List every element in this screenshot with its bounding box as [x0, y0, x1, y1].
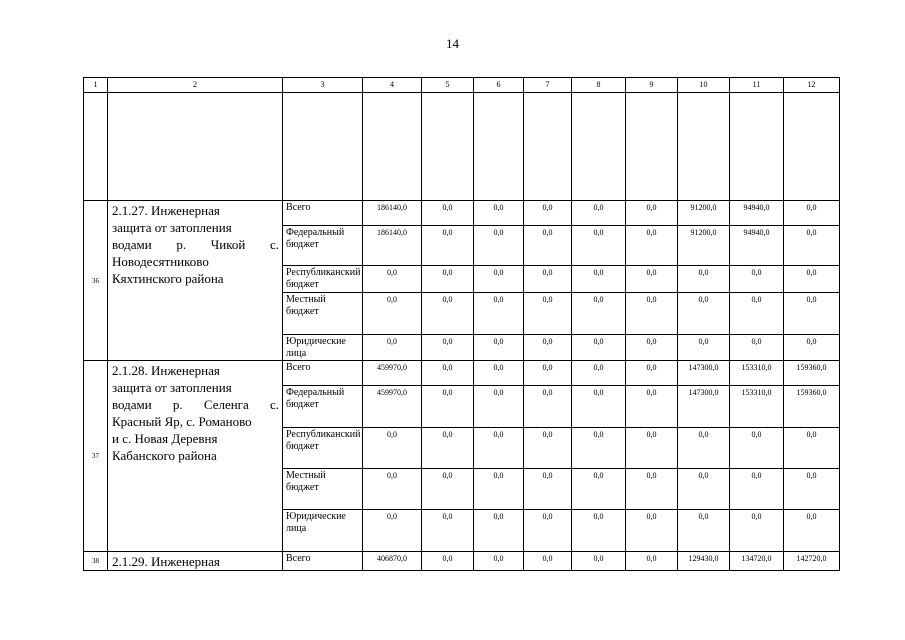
header-cell: 1 [84, 78, 108, 93]
value-cell: 0,0 [730, 469, 784, 510]
row-number: 38 [84, 552, 108, 571]
value-cell: 0,0 [626, 386, 678, 428]
value-cell: 0,0 [422, 428, 474, 469]
value-cell: 0,0 [572, 428, 626, 469]
row-number: 37 [84, 361, 108, 552]
header-cell: 12 [784, 78, 840, 93]
value-cell: 0,0 [363, 469, 422, 510]
value-cell: 0,0 [678, 335, 730, 361]
value-cell: 0,0 [572, 201, 626, 226]
value-cell: 0,0 [730, 293, 784, 335]
funding-source: Республиканский бюджет [283, 266, 363, 293]
value-cell: 0,0 [524, 386, 572, 428]
value-cell: 0,0 [524, 510, 572, 552]
funding-source: Республиканский бюджет [283, 428, 363, 469]
funding-source: Всего [283, 552, 363, 571]
project-title-line: Кабанского района [112, 448, 217, 463]
value-cell: 0,0 [422, 386, 474, 428]
value-cell: 0,0 [678, 469, 730, 510]
value-cell: 0,0 [474, 552, 524, 571]
table-row [84, 552, 840, 571]
row-number: 36 [84, 201, 108, 361]
value-cell: 0,0 [524, 293, 572, 335]
project-title-line: защита от затопления [112, 380, 232, 395]
value-cell: 0,0 [524, 552, 572, 571]
value-cell: 0,0 [784, 510, 840, 552]
header-cell: 7 [524, 78, 572, 93]
value-cell: 0,0 [422, 469, 474, 510]
value-cell: 0,0 [572, 226, 626, 266]
value-cell: 0,0 [422, 510, 474, 552]
value-cell: 0,0 [626, 293, 678, 335]
header-cell: 5 [422, 78, 474, 93]
value-cell: 0,0 [678, 293, 730, 335]
value-cell: 0,0 [474, 201, 524, 226]
value-cell: 0,0 [572, 552, 626, 571]
value-cell: 0,0 [572, 335, 626, 361]
value-cell: 406870,0 [363, 552, 422, 571]
value-cell: 0,0 [524, 226, 572, 266]
value-cell: 0,0 [474, 293, 524, 335]
header-cell: 2 [108, 78, 283, 93]
value-cell: 0,0 [422, 552, 474, 571]
value-cell: 0,0 [474, 335, 524, 361]
value-cell: 0,0 [422, 361, 474, 386]
value-cell: 0,0 [572, 361, 626, 386]
value-cell: 0,0 [422, 266, 474, 293]
value-cell: 0,0 [474, 428, 524, 469]
funding-source: Юридические лица [283, 335, 363, 361]
value-cell: 0,0 [524, 335, 572, 361]
value-cell: 0,0 [363, 428, 422, 469]
value-cell: 91200,0 [678, 201, 730, 226]
project-title-line: и с. Новая Деревня [112, 431, 218, 446]
funding-source: Местный бюджет [283, 293, 363, 335]
header-cell: 9 [626, 78, 678, 93]
value-cell: 0,0 [524, 201, 572, 226]
value-cell: 0,0 [572, 386, 626, 428]
project-title-line: защита от затопления [112, 220, 232, 235]
value-cell: 0,0 [363, 293, 422, 335]
value-cell: 0,0 [784, 469, 840, 510]
funding-source: Всего [283, 201, 363, 226]
value-cell: 0,0 [422, 226, 474, 266]
value-cell: 186140,0 [363, 201, 422, 226]
budget-table [83, 77, 840, 571]
project-title-line: Красный Яр, с. Романово [112, 414, 252, 429]
project-title-line: Кяхтинского района [112, 271, 224, 286]
value-cell: 91200,0 [678, 226, 730, 266]
project-title-line: Новодесятниково [112, 254, 209, 269]
header-row [84, 78, 840, 93]
value-cell: 0,0 [422, 293, 474, 335]
funding-source: Всего [283, 361, 363, 386]
value-cell: 0,0 [678, 266, 730, 293]
header-cell: 11 [730, 78, 784, 93]
value-cell: 0,0 [626, 361, 678, 386]
value-cell: 153310,0 [730, 361, 784, 386]
value-cell: 0,0 [474, 266, 524, 293]
project-title [108, 361, 283, 552]
value-cell: 0,0 [474, 226, 524, 266]
project-title-line: 2.1.29. Инженерная [112, 554, 220, 569]
value-cell: 0,0 [730, 428, 784, 469]
value-cell: 0,0 [626, 226, 678, 266]
table-row [84, 201, 840, 226]
value-cell: 94940,0 [730, 226, 784, 266]
header-cell: 3 [283, 78, 363, 93]
value-cell: 147300,0 [678, 386, 730, 428]
header-cell: 4 [363, 78, 422, 93]
table-row [84, 361, 840, 386]
value-cell: 0,0 [474, 469, 524, 510]
value-cell: 0,0 [784, 201, 840, 226]
project-title-line: 2.1.27. Инженерная [112, 203, 220, 218]
value-cell: 0,0 [730, 335, 784, 361]
value-cell: 159360,0 [784, 361, 840, 386]
page-number: 14 [446, 36, 459, 51]
value-cell: 0,0 [678, 510, 730, 552]
value-cell: 129430,0 [678, 552, 730, 571]
project-title-line: 2.1.28. Инженерная [112, 363, 220, 378]
value-cell: 0,0 [524, 469, 572, 510]
value-cell: 0,0 [572, 266, 626, 293]
value-cell: 0,0 [784, 226, 840, 266]
value-cell: 0,0 [626, 510, 678, 552]
value-cell: 0,0 [524, 266, 572, 293]
value-cell: 0,0 [626, 266, 678, 293]
funding-source: Местный бюджет [283, 469, 363, 510]
value-cell: 0,0 [626, 552, 678, 571]
value-cell: 0,0 [363, 335, 422, 361]
value-cell: 0,0 [572, 469, 626, 510]
funding-source: Федеральный бюджет [283, 226, 363, 266]
value-cell: 459970,0 [363, 386, 422, 428]
value-cell: 459970,0 [363, 361, 422, 386]
header-cell: 10 [678, 78, 730, 93]
header-cell: 6 [474, 78, 524, 93]
value-cell: 0,0 [784, 293, 840, 335]
value-cell: 0,0 [572, 293, 626, 335]
value-cell: 0,0 [626, 201, 678, 226]
value-cell: 0,0 [363, 510, 422, 552]
value-cell: 134720,0 [730, 552, 784, 571]
project-title [108, 201, 283, 361]
value-cell: 159360,0 [784, 386, 840, 428]
value-cell: 0,0 [524, 428, 572, 469]
project-title [108, 552, 283, 571]
value-cell: 0,0 [474, 510, 524, 552]
funding-source: Федеральный бюджет [283, 386, 363, 428]
value-cell: 0,0 [678, 428, 730, 469]
value-cell: 0,0 [474, 361, 524, 386]
value-cell: 186140,0 [363, 226, 422, 266]
value-cell: 0,0 [524, 361, 572, 386]
value-cell: 153310,0 [730, 386, 784, 428]
value-cell: 142720,0 [784, 552, 840, 571]
header-cell: 8 [572, 78, 626, 93]
value-cell: 0,0 [422, 201, 474, 226]
value-cell: 0,0 [626, 428, 678, 469]
value-cell: 94940,0 [730, 201, 784, 226]
blank-continuation-row [84, 93, 840, 201]
value-cell: 147300,0 [678, 361, 730, 386]
value-cell: 0,0 [784, 335, 840, 361]
value-cell: 0,0 [730, 510, 784, 552]
value-cell: 0,0 [626, 469, 678, 510]
value-cell: 0,0 [784, 266, 840, 293]
funding-source: Юридические лица [283, 510, 363, 552]
value-cell: 0,0 [730, 266, 784, 293]
value-cell: 0,0 [626, 335, 678, 361]
value-cell: 0,0 [363, 266, 422, 293]
value-cell: 0,0 [474, 386, 524, 428]
value-cell: 0,0 [784, 428, 840, 469]
project-title-line: водами р. Селенга с. [112, 397, 279, 412]
value-cell: 0,0 [422, 335, 474, 361]
project-title-line: водами р. Чикой с. [112, 237, 279, 252]
value-cell: 0,0 [572, 510, 626, 552]
